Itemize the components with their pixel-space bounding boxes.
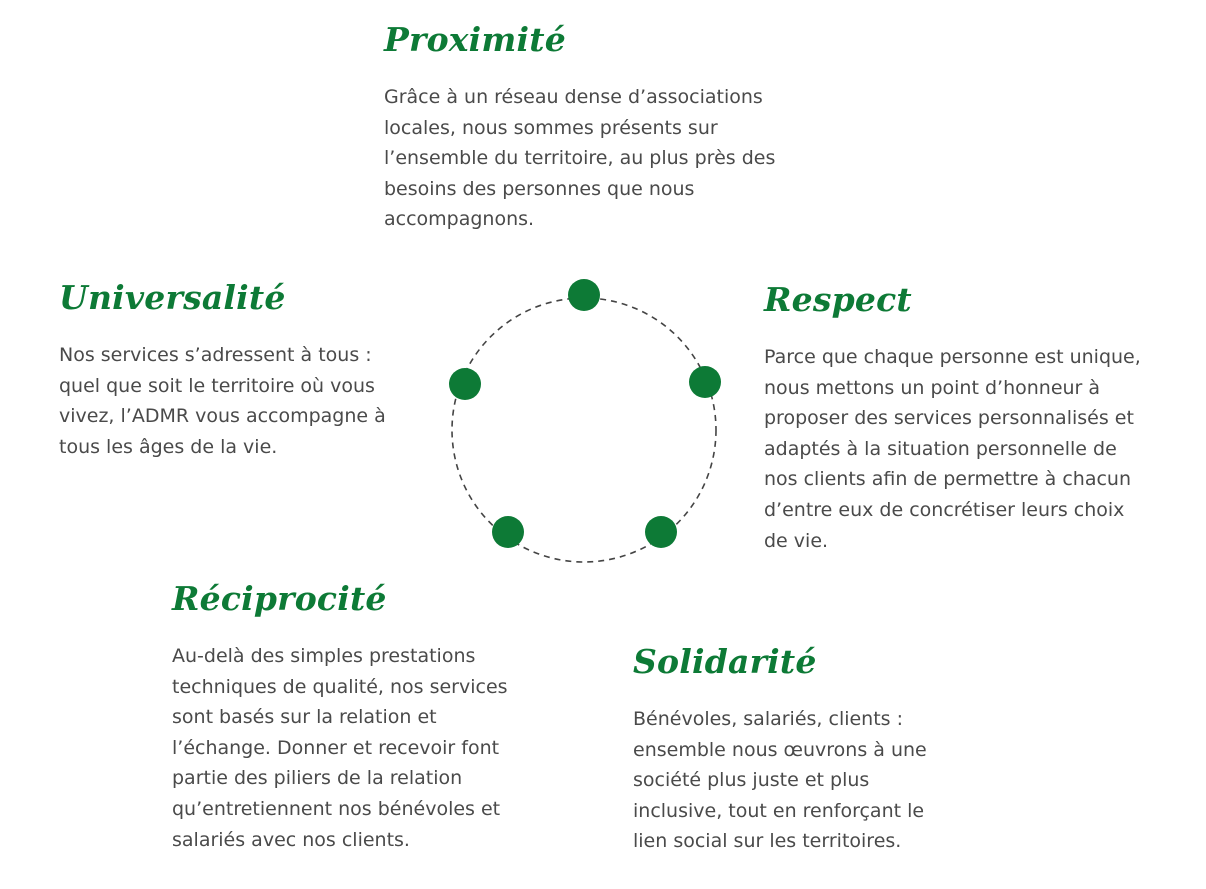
value-title-reciprocite: Réciprocité xyxy=(172,579,387,618)
value-text-reciprocite: Au-delà des simples prestations techniques de qualité, nos services sont basés sur la relation et l’échange. Donner et recevoir font partie des piliers de la relation qu’entretiennent nos bénévoles et salariés avec nos clients. xyxy=(172,645,508,851)
cycle-node-proximite xyxy=(568,279,600,311)
cycle-node-solidarite xyxy=(645,516,677,548)
value-block-universalite xyxy=(59,278,404,462)
value-block-reciprocite xyxy=(172,579,527,855)
value-block-solidarite xyxy=(633,642,953,857)
cycle-node-universalite xyxy=(449,368,481,400)
cycle-node-respect xyxy=(689,366,721,398)
value-text-respect: Parce que chaque personne est unique, nous mettons un point d’honneur à proposer des services personnalisés et adaptés à la situation personnelle de nos clients afin de permettre à chacun d’entre eux de concrétiser leurs choix de vie. xyxy=(764,346,1141,552)
value-text-proximite: Grâce à un réseau dense d’associations locales, nous sommes présents sur l’ensemble du territoire, au plus près des besoins des personnes que nous accompagnons. xyxy=(384,86,776,231)
value-text-solidarite: Bénévoles, salariés, clients : ensemble nous œuvrons à une société plus juste et plus inclusive, tout en renforçant le lien social sur les territoires. xyxy=(633,708,927,853)
value-block-proximite xyxy=(384,20,784,235)
cycle-node-reciprocite xyxy=(492,516,524,548)
value-title-solidarite: Solidarité xyxy=(633,642,817,681)
cycle-dashed-ring xyxy=(452,298,716,562)
value-text-universalite: Nos services s’adressent à tous : quel que soit le territoire où vous vivez, l’ADMR vous accompagne à tous les âges de la vie. xyxy=(59,344,386,458)
value-title-universalite: Universalité xyxy=(59,278,286,317)
value-block-respect xyxy=(764,280,1144,556)
values-cycle-diagram xyxy=(440,270,730,570)
value-title-respect: Respect xyxy=(764,280,912,319)
value-title-proximite: Proximité xyxy=(384,20,566,59)
